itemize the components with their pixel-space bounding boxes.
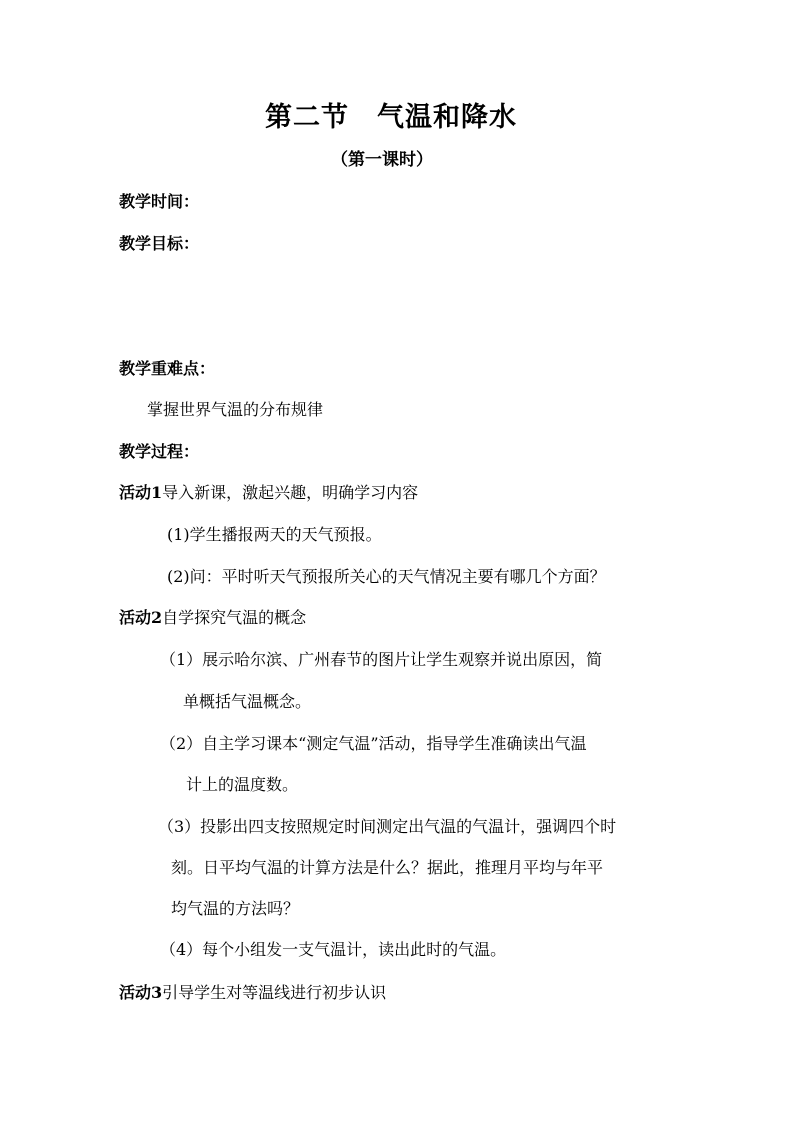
activity-heading: [119, 983, 386, 1003]
activity-label: 活动3: [119, 983, 163, 1002]
teaching-goals-label: 教学目标：: [119, 234, 200, 253]
activity-item: （1）展示哈尔滨、广州春节的图片让学生观察并说出原因，简: [160, 650, 603, 669]
activity-item-continuation: 刻。日平均气温的计算方法是什么？据此，推理月平均与年平: [171, 858, 604, 877]
activity-item: (1)学生播报两天的天气预报。: [167, 525, 382, 544]
key-points-text: 掌握世界气温的分布规律: [147, 400, 324, 419]
activity-heading: [119, 608, 306, 628]
activity-item-continuation: 计上的温度数。: [186, 775, 299, 794]
activity-heading: [119, 483, 418, 503]
activity-title: 自学探究气温的概念: [162, 608, 307, 627]
page-title: 第二节 气温和降水: [265, 102, 517, 133]
activity-item-continuation: 单概括气温概念。: [183, 692, 312, 711]
activity-item: （3）投影出四支按照规定时间测定出气温的气温计，强调四个时: [158, 817, 617, 836]
activity-title: 导入新课，激起兴趣，明确学习内容: [162, 483, 419, 502]
activity-item: (2)问：平时听天气预报所关心的天气情况主要有哪几个方面？: [167, 567, 606, 586]
activity-item: （2）自主学习课本“测定气温”活动，指导学生准确读出气温: [160, 734, 587, 753]
activity-label: 活动2: [119, 608, 163, 627]
page-subtitle: （第一课时）: [331, 150, 433, 170]
activity-item: （4）每个小组发一支气温计，读出此时的气温。: [160, 940, 507, 959]
teaching-time-label: 教学时间：: [119, 192, 200, 211]
teaching-process-label: 教学过程：: [119, 442, 200, 461]
activity-title: 引导学生对等温线进行初步认识: [162, 983, 387, 1002]
activity-item-continuation: 均气温的方法吗？: [171, 899, 300, 918]
key-points-label: 教学重难点：: [119, 359, 216, 378]
activity-label: 活动1: [119, 483, 163, 502]
